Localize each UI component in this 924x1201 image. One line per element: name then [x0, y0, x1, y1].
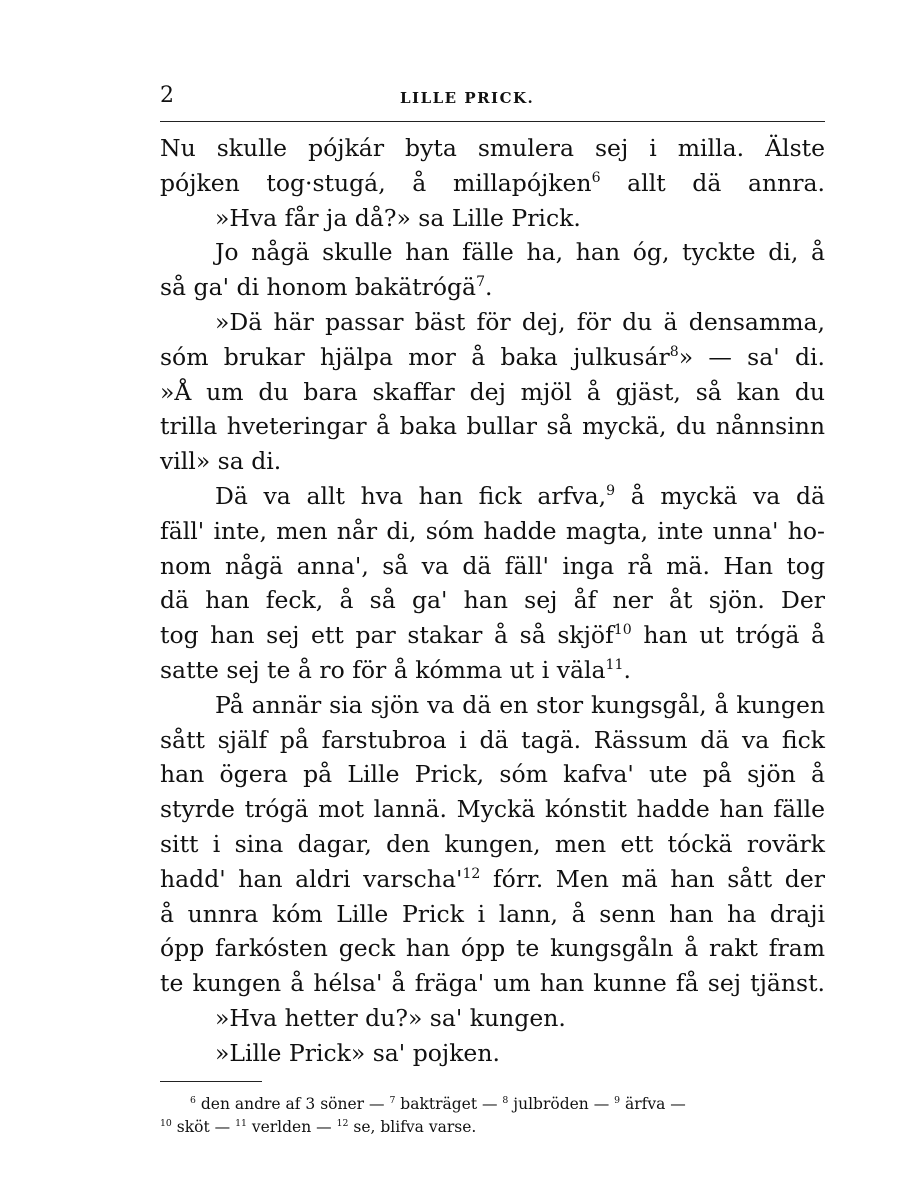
text-line: »Dä här passar bäst för dej, för du ä densamma, [215, 307, 825, 336]
footnotes [160, 1093, 825, 1139]
text-line: sóm brukar hjälpa mor å baka julkusár$^8$» — sa' di. [160, 342, 825, 371]
footnote-line [160, 1093, 825, 1116]
footnote-rule [160, 1081, 262, 1082]
footnote-marker: 10 [160, 1117, 172, 1129]
text-line: Jo någä skulle han fälle ha, han óg, tyckte di, å [215, 238, 825, 267]
text-line: nom någä anna', så va dä fäll' inga rå mä. Han tog [160, 551, 825, 580]
text-line: »Lille Prick» sa' pojken. [215, 1038, 500, 1067]
footnote-marker: 6 [190, 1094, 196, 1106]
footnote-text: julbröden — [513, 1095, 610, 1113]
footnote-ref: 8 [669, 343, 679, 360]
footnote-text: sköt — [176, 1118, 231, 1136]
footnote-text: se, blifva varse. [353, 1118, 477, 1136]
text-line: så ga' di honom bakätrógä$^7$. [160, 273, 493, 302]
footnote-ref: 6 [591, 169, 601, 186]
page-number: 2 [160, 83, 174, 108]
text-line: pójken tog·stugá, å millapójken$^6$ allt dä annra. [160, 168, 825, 197]
text-line: han ögera på Lille Prick, sóm kafva' ute på sjön å [160, 760, 825, 789]
footnote-marker: 7 [389, 1094, 396, 1106]
text-line: ópp farkósten geck han ópp te kungsgåln å rakt fram [160, 934, 825, 963]
text-line: styrde trógä mot lannä. Myckä kónstit hadde han fälle [160, 795, 825, 824]
footnote-text: verlden — [251, 1118, 332, 1136]
text-line: Dä va allt hva han fick arfva,$^9$ å myckä va dä [215, 481, 826, 510]
text-line: satte sej te å ro för å kómma ut i väla$^{11}$. [160, 655, 631, 684]
running-title: LILLE PRICK. [400, 89, 535, 107]
footnote-ref: 11 [605, 657, 624, 674]
text-line: tog han sej ett par stakar å så skjöf$^{10}$ han ut trógä å [160, 621, 825, 650]
text-line: På annär sia sjön va dä en stor kungsgål, å kungen [215, 690, 825, 719]
text-line: hadd' han aldri $varscha'^{12}$ fórr. Men mä han sått der [160, 864, 825, 893]
text-line: sått själf på farstubroa i dä tagä. Rässum dä va fick [160, 725, 825, 754]
footnote-ref: 9 [606, 483, 616, 500]
text-line: »Å um du bara skaffar dej mjöl å gjäst, så kan du [160, 377, 825, 406]
text-line: Nu skulle pójkár byta smulera sej i milla. Älste [160, 134, 825, 162]
footnote-marker: 11 [235, 1117, 247, 1129]
text-line: vill» sa di. [160, 447, 282, 476]
footnote-text: bakträget — [400, 1095, 498, 1113]
text-line: å unnra kóm Lille Prick i lann, å senn han ha draji [160, 899, 825, 928]
page-header [160, 83, 825, 117]
footnote-marker: 8 [502, 1094, 509, 1106]
footnote-line [160, 1116, 825, 1139]
body-text [160, 131, 825, 1071]
footnote-text: den andre af 3 söner — [200, 1095, 385, 1113]
text-line: »Hva hetter du?» sa' kungen. [215, 1003, 566, 1032]
footnote-ref: 7 [476, 274, 486, 291]
text-line: dä han feck, å så ga' han sej åf ner åt sjön. Der [160, 586, 825, 615]
text-line: sitt i sina dagar, den kungen, men ett tóckä rovärk [160, 829, 825, 858]
header-rule [160, 121, 825, 122]
text-line: »Hva får ja då?» sa Lille Prick. [215, 203, 581, 232]
footnote-marker: 12 [336, 1117, 349, 1129]
footnote-ref: 10 [613, 622, 632, 639]
text-line: trilla hveteringar å baka bullar så myckä, du nånnsinn [160, 412, 825, 441]
footnote-marker: 9 [614, 1094, 621, 1106]
footnote-ref: 12 [462, 865, 481, 882]
text-line: fäll' inte, men når di, sóm hadde magta, inte unna' ho- [160, 516, 825, 545]
footnote-text: ärfva — [625, 1095, 686, 1113]
text-line: te kungen å hélsa' å fräga' um han kunne få sej tjänst. [160, 969, 825, 998]
